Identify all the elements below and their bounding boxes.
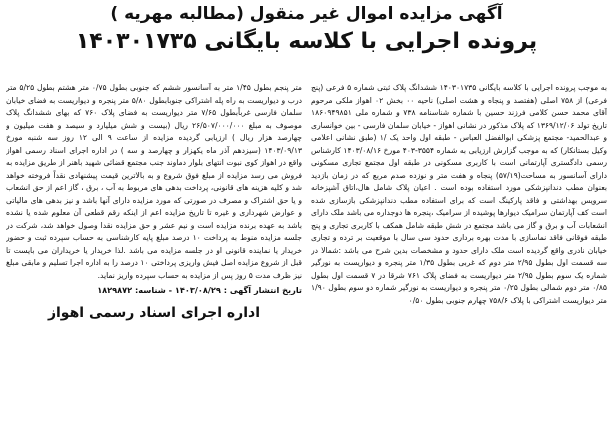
organization-name: اداره اجرای اسناد رسمی اهواز [47,304,261,321]
publication-date: ۱۴۰۳/۰۸/۲۹ [174,285,221,295]
body-text-right: به موجب پرونده اجرایی با کلاسه بایگانی ۱۴۰۳۰۱۷۳۵ ششدانگ پلاک ثبتی شماره ۵ فرعی (پنج فرعی) از ۷۵۸ اصلی (هفتصد و پنجاه و هشت اصلی) ناحیه ۰۰ بخش ۰۲ اهواز ملکی مرحوم آقای محمد حسن کلامی فرزند حسین با شماره شناسنامه ۷۳۸ و شماره ملی ۱۸۶۰۹۴۹۸۵۱ تاریخ تولد ۱۳۶۹/۱۲/۰۶ که پلاک مذکور در نشانی اهواز - خیابان سلمان فارسی - بین خوانساری و عبدالحمید- مجتمع پزشکی ابوالفضل العباس - طبقه اول واحد یک /۱ (طبق نشانی اعلامی وکیل بستانکار) که به موجب گزارش ارزیابی به شماره ۳۵۵۴-۴۰۳ مورخ ۱۴۰۳/۰۸/۱۶ کارشناس رسمی دادگستری آپارتمانی است با کاربری مسکونی در طبقه اول مجتمع تجاری مسکونی دارای آسانسور به مساحت(۵۷/۱۹) پنجاه و هفت متر و نوزده صدم مربع که در زمان بازدید بعنوان مطب دندانپزشکی مورد استفاده بوده است . اعیان پلاک شامل هال،اتاق آشپزخانه سرویس بهداشتی و فاقد پارکینگ است که برای استفاده مطب دندانپزشکی بازسازی شده است کف آپارتمان سرامیک دیوارها پوشیده از سرامیک ،پنجره ها دوجداره می باشد ملک دارای انشعابات آب و برق و گاز می باشد مجتمع در شش طبقه شامل همکف با کاربری تجاری و پنج طبقه فوقانی فاقد نماسازی با مدت بهره برداری حدود سی سال با موقعیت بر ترده و تجاری خیابان نادری واقع گردیده است ملک دارای حدود و مشخصات بدین شرح می باشد :شمالا در سه قسمت اول بطول ۲/۹۵ متر دوم که غربی بطول ۱/۳۵ متر پنجره و دیواریست به نورگیر شماره یک سوم بطول ۲/۹۵ متر دیواریست به فضای پلاک ۷۶۱ شرقا در ۷ قسمت اول بطول ۰/۸۵ متر دوم شمالی بطول ۰/۲۵ متر پنجره و دیواریست به نورگیر شماره دو سوم بطول ۱/۹۰ متر دیواریست اشتراکی با پلاک ۷۵۸/۶ چهارم جنوبی بطول ۰/۵۰ [311,83,607,305]
body-column-right [311,82,607,434]
id-label: شناسه: [135,285,166,295]
notice-title: آگهی مزایده اموال غیر منقول (مطالبه مهریه ) [110,4,503,24]
case-number-title: پرونده اجرایی با کلاسه بایگانی ۱۴۰۳۰۱۷۳۵ [75,29,538,54]
body-column-left [6,82,302,434]
body-text-left: متر پنجم بطول ۱/۴۵ متر به آسانسور ششم که جنوبی بطول ۰/۷۵ متر هشتم بطول ۵/۲۵ متر درب و دیواریست به راه پله اشتراکی جنوبابطول ۵/۸۰ متر پنجره و دیواریست به فضای خیابان سلمان فارسی غرباًبطول ۷/۶۵ متر دیواریست به فضای پلاک ۷۶۰ که بهای ششدانگ پلاک موصوف به مبلغ ۲۶/۵۰۷/۰۰۰/۰۰۰ ریال (بیست و شش میلیارد و سیصد و هفت میلیون و چهارصد هزار ریال ) ارزیابی گردیده مزایده از ساعت ۹ الی ۱۲ روز سه شنبه مورخ ۱۴۰۳/۰۹/۱۳ (سیزدهم آذر ماه یکهزار و چهارصد و سه ) در اداره اجرای اسناد رسمی اهواز واقع در اهواز کوی نبوت انتهای بلوار دماوند جنب مجتمع قضائی شهید باهنر از طریق مزایده به فروش می رسد مزایده از مبلغ فوق شروع و به بالاترین قیمت پیشنهادی نقداً فروخته خواهد شد و کلیه هزینه های قانونی، پرداخت بدهی های مربوط به آب ، برق ، گاز اعم از حق انشعاب و یا حق اشتراک و مصرف در صورتی که مورد مزایده دارای آنها باشد و نیز بدهی های مالیاتی و عوارض شهرداری و غیره تا تاریخ مزایده اعم از اینکه رقم قطعی آن معلوم شده یا نشده باشد به عهده برنده مزایده است و نیم عشر و حق مزایده نقدا وصول خواهد شد، شرکت در جلسه مزایده منوط به پرداخت ۱۰ درصد مبلغ پایه کارشناسی به حساب سپرده ثبت و حضور خریدار یا نماینده قانونی او در جلسه مزایده می باشد .لذا خریدار یا خریداران می بایست تا قبل از شروع مزایده اصل فیش واریزی پرداختی ۱۰ درصد را به اداره اجرا تسلیم و مابقی مبلغ نیز ظرف مدت ۵ روز پس از مزایده به حساب سپرده واریز نماید. [6,83,302,280]
id-value: ۱۸۲۹۸۷۲ [97,285,133,295]
publication-info [6,284,302,297]
publication-separator: - [165,285,175,295]
publication-label: تاریخ انتشار آگهی : [223,285,302,295]
